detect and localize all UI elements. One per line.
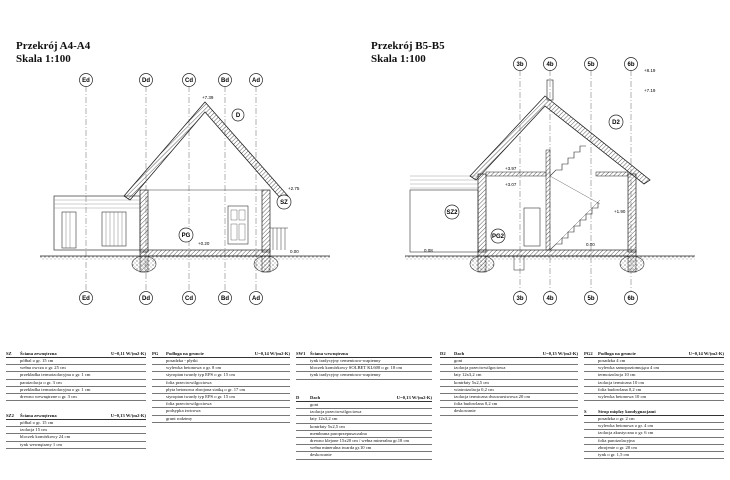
table-d2 (440, 350, 578, 416)
axis-ed-bottom (80, 292, 93, 305)
table-row: folia przeciwwilgociowa (152, 401, 290, 408)
table-row: wylewka betonowa 10 cm (584, 394, 724, 401)
axis-3b-top (514, 58, 527, 71)
table-pg2 (584, 350, 724, 401)
level-a-ground: 0.00 (290, 249, 299, 254)
table-row: izolacja termiczna 10 cm (584, 380, 724, 387)
level-b-ground: 0.08 (424, 248, 433, 253)
axis-dd-top (140, 74, 153, 87)
svg-text:SZ: SZ (280, 200, 288, 206)
table-u-value: U=0,13 W/(m2·K) (396, 394, 432, 400)
svg-text:Cd: Cd (185, 296, 193, 303)
table-row: deskowanie (440, 408, 578, 415)
svg-text:D: D (235, 113, 241, 119)
svg-text:PG2: PG2 (491, 234, 505, 240)
table-row: posadzka 4 cm (584, 358, 724, 365)
table-name: Podłoga na gruncie (166, 350, 204, 356)
table-row: wylewka betonowa o gr. 4 cm (584, 423, 724, 430)
table-u-value: U=0,14 W/(m2·K) (254, 350, 290, 356)
table-code: PG (152, 350, 159, 356)
table-code: SZ2 (6, 412, 14, 418)
table-header (6, 350, 146, 358)
table-row: tynk o gr. 1,5 cm (584, 452, 724, 459)
table-u-value: U=0,14 W/(m2·K) (688, 350, 724, 356)
table-header (152, 350, 290, 358)
svg-text:Dd: Dd (142, 78, 150, 85)
axis-4b-top (544, 58, 557, 71)
level-b-window: +1.90 (614, 209, 626, 214)
table-row: styropian twardy typ EPS o gr. 15 cm (152, 394, 290, 401)
table-row: izolacja akustyczna o gr. 6 cm (584, 430, 724, 437)
table-row: wylewka samopoziomująca 4 cm (584, 365, 724, 372)
section-b-scale: Skala 1:100 (371, 53, 426, 65)
table-row: tynk wewnętrzny 1 cm (6, 442, 146, 449)
svg-text:Ad: Ad (252, 78, 260, 85)
table-code: SW1 (296, 350, 306, 356)
level-b-mid: +3.07 (505, 182, 517, 187)
level-a-eaves: +2.75 (288, 186, 300, 191)
table-u-value: U=0,13 W/(m2·K) (110, 412, 146, 418)
table-row: membrana paroprzepuszczalna (296, 431, 432, 438)
svg-text:D2: D2 (612, 120, 620, 126)
table-header (440, 350, 578, 358)
svg-text:6b: 6b (627, 62, 635, 69)
tag-sz2 (445, 205, 459, 219)
table-sw (296, 350, 432, 380)
axis-4b-bottom (544, 292, 557, 305)
tag-sz (277, 195, 291, 209)
table-row: folia przeciwwilgociowa (152, 380, 290, 387)
table-header (584, 408, 724, 416)
table-sz (6, 350, 146, 401)
level-b-chimney: +8.19 (644, 68, 656, 73)
axis-3b-bottom (514, 292, 527, 305)
table-row: folia budowlana 0,2 cm (584, 387, 724, 394)
table-row: styropian twardy typ EPS o gr. 15 cm (152, 372, 290, 379)
axis-bd-top (219, 74, 232, 87)
table-row: folia budowlana 0,2 cm (440, 401, 578, 408)
svg-text:Ed: Ed (82, 78, 90, 85)
table-name: Ściana zewnętrzna (20, 350, 57, 356)
table-header (296, 350, 432, 358)
table-d (296, 394, 432, 460)
table-row: kontrłaty 5x2,5 cm (296, 424, 432, 431)
svg-text:Cd: Cd (185, 78, 193, 85)
table-row: posadzka - płytki (152, 358, 290, 365)
table-row: drewno klejone 15x20 cm / wełna mineralna gr.18 cm (296, 438, 432, 445)
axis-cd-bottom (183, 292, 196, 305)
table-header (6, 412, 146, 420)
table-row: gont (440, 358, 578, 365)
svg-text:Bd: Bd (221, 296, 229, 303)
axis-ad-top (250, 74, 263, 87)
section-b-drawing (405, 70, 695, 292)
svg-text:3b: 3b (516, 62, 524, 69)
svg-text:Dd: Dd (142, 296, 150, 303)
table-row: wiatroizolacja 0,2 cm (440, 387, 578, 394)
table-row: paraizolacja o gr. 3 cm (6, 380, 146, 387)
svg-text:5b: 5b (587, 296, 595, 303)
table-row: posadzka o gr. 2 cm (584, 416, 724, 423)
table-code: PG2 (584, 350, 593, 356)
axis-dd-bottom (140, 292, 153, 305)
table-row: zbrojenie o gr. 20 cm (584, 445, 724, 452)
table-name: Dach (310, 394, 321, 400)
table-u-value: U=0,11 W/(m2·K) (111, 350, 146, 356)
table-header (584, 350, 724, 358)
table-code: SZ (6, 350, 12, 356)
axis-5b-bottom (585, 292, 598, 305)
svg-text:4b: 4b (546, 62, 554, 69)
tag-d2 (609, 115, 623, 129)
table-row: przekładka termoizolacyjna o gr. 1 cm (6, 387, 146, 394)
svg-text:6b: 6b (627, 296, 635, 303)
table-row: drewno wewnętrzne o gr. 3 cm (6, 394, 146, 401)
table-row: folia paroizolacyjna (584, 438, 724, 445)
table-row: bloczek komórkowy SOLBET KL600 o gr. 18 cm (296, 365, 432, 372)
table-row: tynk tradycyjny cementowo-wapienny (296, 372, 432, 379)
table-code: D2 (440, 350, 446, 356)
table-row: termoizolacja 10 cm (584, 372, 724, 379)
table-row: tynk tradycyjny cementowo-wapienny (296, 358, 432, 365)
level-b-floor: 0.00 (586, 242, 595, 247)
table-name: Dach (454, 350, 465, 356)
svg-text:Bd: Bd (221, 78, 229, 85)
table-row: gont (296, 402, 432, 409)
table-row: izolacja 15 cm (6, 427, 146, 434)
table-row: wełna owcza o gr. 25 cm (6, 365, 146, 372)
section-a-scale: Skala 1:100 (16, 53, 71, 65)
table-row: izolacja termiczna dwuwarstwowa 20 cm (440, 394, 578, 401)
table-row: grunt rodzimy (152, 416, 290, 423)
table-row: bloczek komórkowy 24 cm (6, 434, 146, 441)
table-row: płyta betonowa zbrojona siatką o gr. 17 cm (152, 387, 290, 394)
tag-d (232, 109, 244, 121)
axis-ed-top (80, 74, 93, 87)
table-code: S (584, 408, 587, 414)
table-header (296, 394, 432, 402)
svg-text:3b: 3b (516, 296, 524, 303)
svg-text:4b: 4b (546, 296, 554, 303)
tag-pg (179, 228, 193, 242)
axis-ad-bottom (250, 292, 263, 305)
table-row: łaty 12x3,2 cm (440, 372, 578, 379)
svg-text:5b: 5b (587, 62, 595, 69)
table-code: D (296, 394, 300, 400)
table-u-value: U=0,15 W/(m2·K) (542, 350, 578, 356)
svg-text:SZ2: SZ2 (446, 210, 458, 216)
table-row: deskowanie (296, 452, 432, 459)
table-row: izolacja przeciwwilgociowa (440, 365, 578, 372)
section-a-name: Przekrój A4-A4 (16, 40, 91, 52)
axis-bd-bottom (219, 292, 232, 305)
axis-6b-bottom (625, 292, 638, 305)
svg-text:Ed: Ed (82, 296, 90, 303)
level-b-ridge: +7.19 (644, 88, 656, 93)
axis-6b-top (625, 58, 638, 71)
table-row: łaty 12x3,2 cm (296, 416, 432, 423)
axis-5b-top (585, 58, 598, 71)
section-a-drawing (40, 86, 330, 292)
svg-text:PG: PG (181, 233, 191, 239)
table-s (584, 408, 724, 459)
table-name: Ściana zewnętrzna (20, 412, 57, 418)
table-pg (152, 350, 290, 423)
table-row: podsypka żwirowa (152, 408, 290, 415)
table-row: półbal o gr. 15 cm (6, 420, 146, 427)
table-name: Ściana wewnętrzna (310, 350, 348, 356)
table-row: wełna mineralna twarda gr.10 cm (296, 445, 432, 452)
level-a-floor: +0.20 (198, 241, 210, 246)
table-row: wylewka betonowa o gr. 8 cm (152, 365, 290, 372)
table-name: Podłoga na gruncie (598, 350, 636, 356)
tag-pg2 (491, 229, 505, 243)
table-row: półbal o gr. 15 cm (6, 358, 146, 365)
table-sz2 (6, 412, 146, 449)
table-row: kontrłaty 5x2,5 cm (440, 380, 578, 387)
table-row: przekładka termoizolacyjna o gr. 1 cm (6, 372, 146, 379)
axis-cd-top (183, 74, 196, 87)
section-b-name: Przekrój B5-B5 (371, 40, 445, 52)
level-a-roof: +7.39 (202, 95, 214, 100)
table-name: Strop między kondygnacjami (598, 408, 656, 414)
table-row: izolacja przeciwwilgociowa (296, 409, 432, 416)
level-b-top: +3.97 (505, 166, 517, 171)
svg-text:Ad: Ad (252, 296, 260, 303)
